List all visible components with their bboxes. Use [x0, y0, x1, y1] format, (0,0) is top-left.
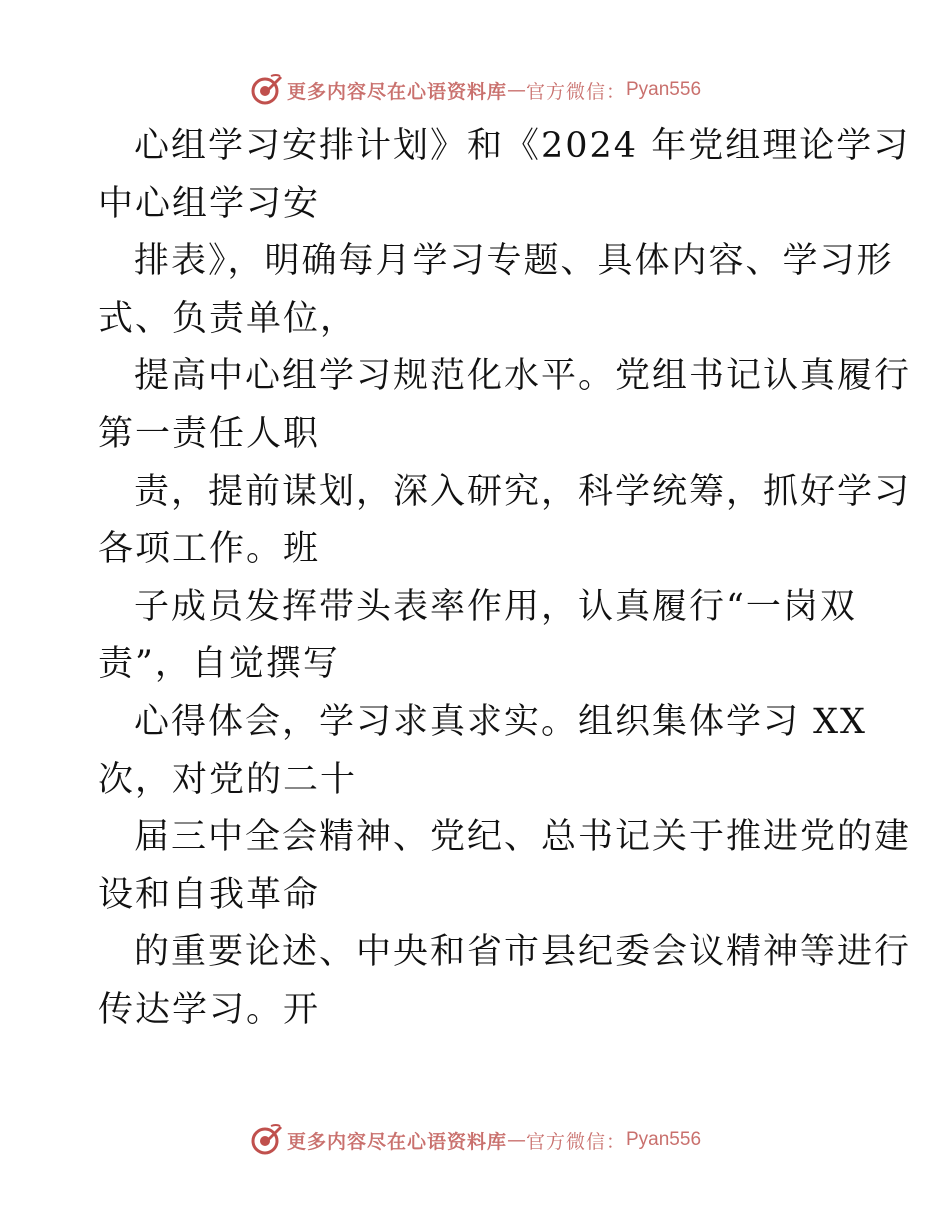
body-line: 排表》，明确每月学习专题、具体内容、学习形 — [134, 241, 894, 282]
body-line: 的重要论述、中央和省市县纪委会议精神等进行 — [134, 932, 912, 973]
banner-official-label: 官方微信： — [525, 80, 626, 103]
body-line: 提高中心组学习规范化水平。党组书记认真履行 — [134, 356, 912, 397]
banner-separator: — — [506, 79, 526, 101]
body-line: 届三中全会精神、党纪、总书记关于推进党的建 — [134, 817, 912, 858]
banner-separator: — — [506, 1129, 526, 1151]
body-line: 次，对党的二十 — [98, 759, 358, 800]
banner-main-text: 更多内容尽在心语资料库 — [286, 1130, 507, 1153]
document-body — [98, 118, 912, 1040]
body-line: 设和自我革命 — [98, 874, 321, 915]
banner-wechat-id: Pyan556 — [626, 79, 702, 100]
body-line: 心组学习安排计划》和《2024 年党组理论学习 — [134, 126, 911, 166]
body-line: 责，提前谋划，深入研究，科学统筹，抓好学习 — [134, 471, 912, 512]
banner-wechat-id: Pyan556 — [626, 1129, 702, 1150]
body-line: 责”，自觉撰写 — [98, 644, 340, 685]
banner-main-text: 更多内容尽在心语资料库 — [286, 80, 507, 103]
banner-official-label: 官方微信： — [525, 1130, 626, 1153]
body-line: 各项工作。班 — [98, 529, 321, 570]
body-line: 第一责任人职 — [98, 413, 321, 454]
footer-watermark-banner — [0, 1120, 950, 1160]
body-line: 心得体会，学习求真求实。组织集体学习 XX — [134, 701, 867, 742]
pen-circle-logo-icon — [249, 1123, 283, 1157]
body-line: 式、负责单位， — [98, 298, 358, 339]
pen-circle-logo-icon — [249, 73, 283, 107]
body-line: 中心组学习安 — [98, 183, 321, 224]
header-watermark-banner — [0, 70, 950, 110]
body-line: 传达学习。开 — [98, 989, 321, 1030]
body-line: 子成员发挥带头表率作用，认真履行“一岗双 — [134, 586, 857, 627]
